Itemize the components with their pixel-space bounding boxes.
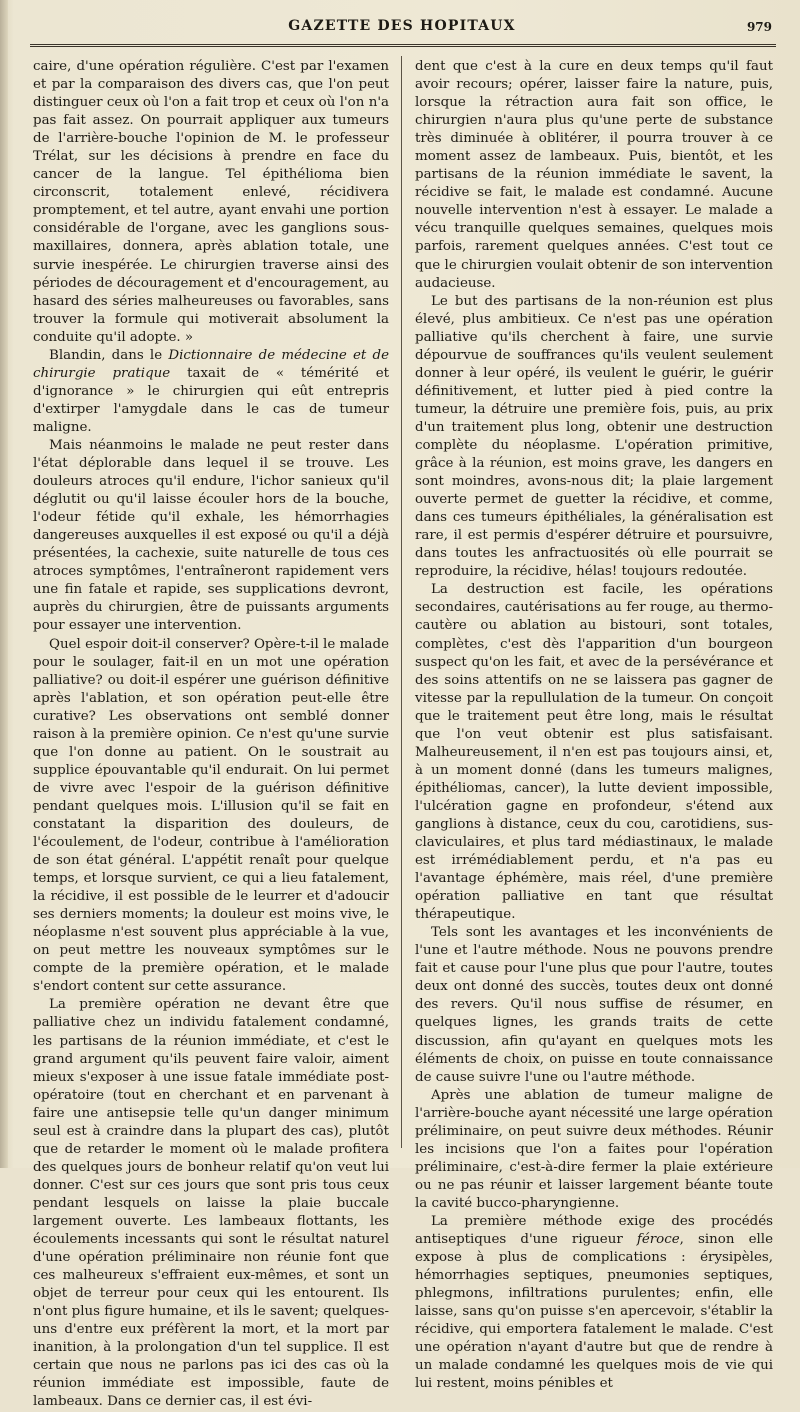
page-header <box>28 12 776 40</box>
cited-work-title: Dictionnaire de médecine et de chirurgie pratique <box>33 347 389 381</box>
paragraph-text: Blandin, dans le <box>49 347 169 363</box>
paragraph-text: La première méthode exige des procédés antiseptiques d'une rigueur <box>415 1214 773 1248</box>
emphasized-word: féroce <box>636 1232 680 1248</box>
paragraph: caire, d'une opération régulière. C'est par l'examen et par la comparaison des divers cas, que l'on peut distinguer ceux où l'on a fait trop et ceux où l'on n'a pas fait assez. On pourrait appliquer aux tumeurs de l'arrière-bouche l'opinion de M. le professeur Trélat, sur les décisions à prendre en face du cancer de la langue. Tel épithélioma bien circonscrit, totalement enlevé, récidivera promptement, et tel autre, ayant envahi une portion considérable de l'organe, avec les ganglions sous-maxillaires, donnera, après ablation totale, une survie inespérée. Le chirurgien traverse ainsi des périodes de découragement et d'encouragement, au hasard des séries malheureuses ou favorables, sans trouver la formule qui motiverait absolument la conduite qu'il adopte. » <box>33 59 389 345</box>
paragraph: La destruction est facile, les opérations secondaires, cautérisations au fer rouge, au thermo-cautère ou ablation au bistouri, sont totales, complètes, c'est dès l'apparition d'un bourgeon suspect qu'on les fait, et avec de la persévérance et des soins attentifs on ne se laissera pas gagner de vitesse par la repullulation de la tumeur. On conçoit que le traitement peut être long, mais le résultat que l'on veut obtenir est plus satisfaisant. Malheureusement, il n'en est pas toujours ainsi, et, à un moment donné (dans les tumeurs malignes, épithéliomas, cancer), la lutte devient impossible, l'ulcération gagne en profondeur, s'étend aux ganglions à distance, ceux du cou, carotidiens, sus-claviculaires, et plus tard médiastinaux, le malade est irrémédiablement perdu, et n'a pas eu l'avantage éphémère, mais réel, d'une première opération palliative en tant que résultat thérapeutique. <box>415 582 773 923</box>
paragraph: dent que c'est à la cure en deux temps qu'il faut avoir recours; opérer, laisser faire la nature, puis, lorsque la rétraction aura fait son office, le chirurgien n'aura plus qu'une perte de substance très diminuée à oblitérer, il pourra trouver à ce moment assez de lambeaux. Puis, bientôt, et les partisans de la réunion immédiate le savent, la récidive se fait, le malade est condamné. Aucune nouvelle intervention n'est à essayer. Le malade a vécu tranquille quelques semaines, quelques mois parfois, rarement quelques années. C'est tout ce que le chirurgien voulait obtenir de son intervention audacieuse. <box>415 59 773 291</box>
paragraph-text: taxait de « témérité et d'ignorance » le chirurgien qui eût entrepris d'extirper l'amygdale dans le cas de tumeur maligne. <box>33 365 389 435</box>
page-binding-edge <box>0 0 8 1168</box>
right-column <box>415 58 773 1392</box>
paragraph: La première opération ne devant être que palliative chez un individu fatalement condamné, les partisans de la réunion immédiate, et c'est le grand argument qu'ils peuvent faire valoir, aiment mieux s'exposer à une issue fatale immédiate post-opératoire (tout en cherchant et en parvenant à faire une antisepsie telle qu'un danger minimum seul est à craindre dans la plupart des cas), plutôt que de retarder le moment où le malade profitera des quelques jours de bonheur relatif qu'on veut lui donner. C'est sur ces jours que sont pris tous ceux pendant lesquels on laisse la plaie buccale largement ouverte. Les lambeaux flottants, les écoulements incessants qui sont le résultat naturel d'une opération préliminaire non réunie font que ces malheureux s'effraient eux-mêmes, et sont un objet de terreur pour ceux qui les entourent. Ils n'ont plus figure humaine, et ils le savent; quelques-uns d'entre eux préfèrent la mort, et la mort par inanition, à la prolongation d'un tel supplice. Il est certain que nous ne parlons pas ici des cas où la réunion immédiate est impossible, faute de lambeaux. Dans ce dernier cas, il est évi- <box>33 997 389 1410</box>
paragraph: Après une ablation de tumeur maligne de l'arrière-bouche ayant nécessité une large opération préliminaire, on peut suivre deux méthodes. Réunir les incisions que l'on a faites pour l'opération préliminaire, c'est-à-dire fermer la plaie extérieure ou ne pas réunir et laisser largement béante toute la cavité bucco-pharyngienne. <box>415 1087 773 1211</box>
column-divider <box>401 56 402 1148</box>
header-rule <box>30 44 776 47</box>
paragraph-text: , sinon elle expose à plus de complications : érysipèles, hémorrhagies septiques, pneumonies septiques, phlegmons, infiltrations purulentes; enfin, elle laisse, sans qu'on puisse s'en apercevoir, s'établir la récidive, qui emportera fatalement le malade. C'est une opération n'ayant d'autre but que de rendre à un malade condamné les quelques mois de vie qui lui restent, moins pénibles et <box>415 1232 773 1392</box>
paragraph: Quel espoir doit-il conserver? Opère-t-il le malade pour le soulager, fait-il en un mot une opération palliative? ou doit-il espérer une guérison définitive après l'ablation, et son opération peut-elle être curative? Les observations ont semblé donner raison à la première opinion. Ce n'est qu'une survie que l'on donne au patient. On le soustrait au supplice épouvantable qu'il endurait. On lui permet de vivre avec l'espoir de la guérison définitive pendant quelques mois. L'illusion qu'il se fait en constatant la disparition des douleurs, de l'écoulement, de l'odeur, contribue à l'amélioration de son état général. L'appétit renaît pour quelque temps, et lorsque survient, ce qui a lieu fatalement, la récidive, il est possible de le leurrer et d'adoucir ses derniers moments; la douleur est moins vive, le néoplasme n'est souvent plus appréciable à la vue, on peut mettre les nouveaux symptômes sur le compte de la première opération, et le malade s'endort content sur cette assurance. <box>33 636 389 995</box>
left-column <box>33 58 389 1410</box>
paragraph: Mais néanmoins le malade ne peut rester dans l'état déplorable dans lequel il se trouve. Les douleurs atroces qu'il endure, l'ichor sanieux qu'il déglutit ou qu'il laisse écouler hors de la bouche, l'odeur fétide qu'il exhale, les hémorrhagies dangereuses auxquelles il est exposé ou qu'il a déjà présentées, la cachexie, suite naturelle de tous ces atroces symptômes, l'entraîneront rapidement vers une fin fatale et rapide, ses supplications devront, auprès du chirurgien, être de puissants arguments pour essayer une intervention. <box>33 437 389 634</box>
paragraph <box>33 347 389 437</box>
page-number: 979 <box>746 20 772 34</box>
paragraph: Tels sont les avantages et les inconvénients de l'une et l'autre méthode. Nous ne pouvons prendre fait et cause pour l'une plus que pour l'autre, toutes deux ont donné des succès, toutes deux ont donné des revers. Qu'il nous suffise de résumer, en quelques lignes, les grands traits de cette discussion, afin qu'ayant en quelques mots les éléments de choix, on puisse en toute connaissance de cause suivre l'une ou l'autre méthode. <box>415 925 773 1085</box>
paragraph: Le but des partisans de la non-réunion est plus élevé, plus ambitieux. Ce n'est pas une opération palliative qu'ils cherchent à faire, une survie dépourvue de souffrances qu'ils veulent seulement donner à leur opéré, ils veulent le guérir, le guérir définitivement, et lutter pied à pied contre la tumeur, la détruire une première fois, puis, au prix d'un traitement plus long, obtenir une destruction complète du néoplasme. L'opération primitive, grâce à la réunion, est moins grave, les dangers en sont moindres, avons-nous dit; la plaie largement ouverte permet de guetter la récidive, et comme, dans ces tumeurs épithéliales, la généralisation est rare, il est permis d'espérer détruire et poursuivre, dans toutes les anfractuosités où elle pourrait se reproduire, la récidive, hélas! toujours redoutée. <box>415 293 773 580</box>
paragraph <box>415 1213 773 1393</box>
publication-title: GAZETTE DES HOPITAUX <box>288 18 516 34</box>
